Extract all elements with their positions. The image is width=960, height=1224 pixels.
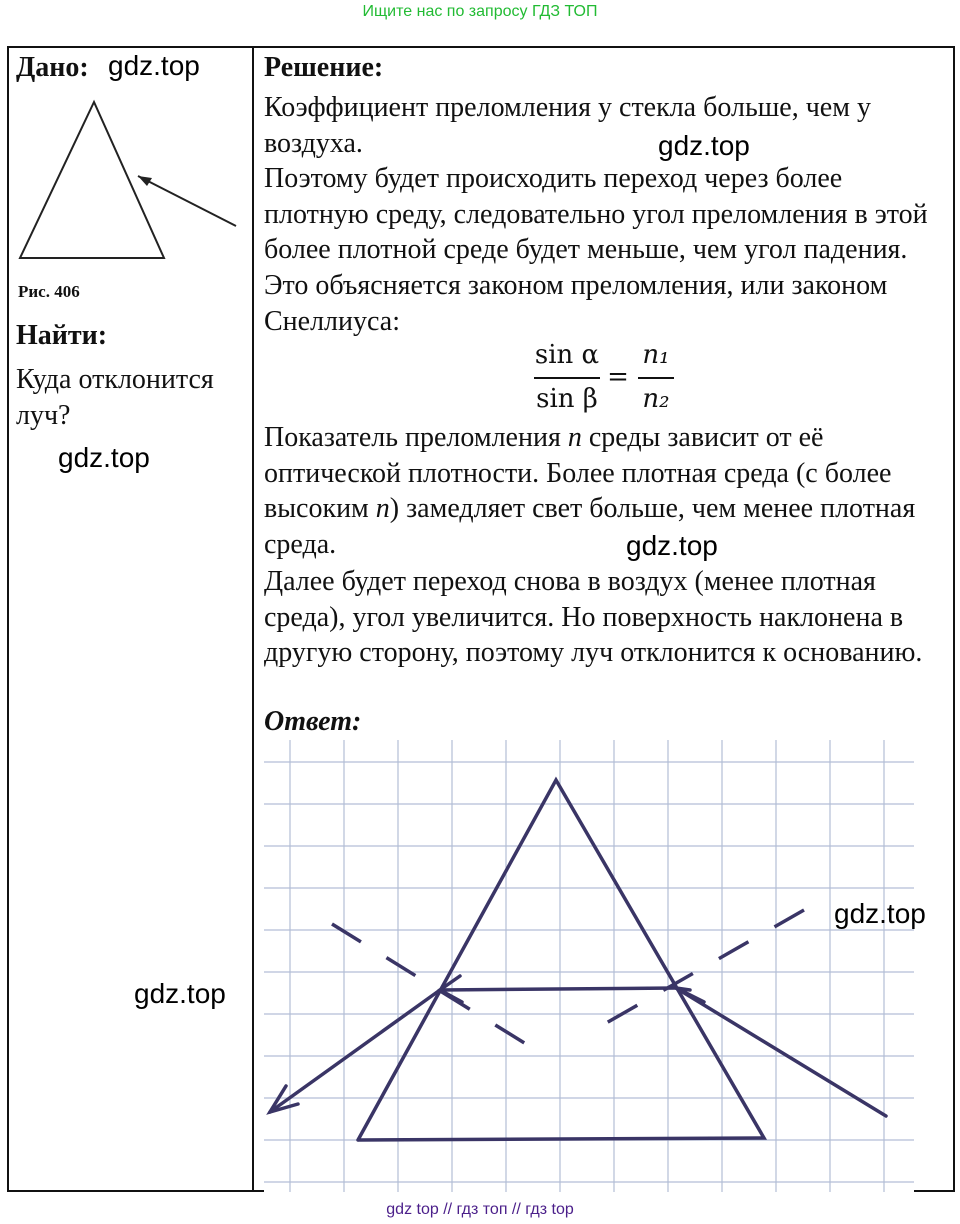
- watermark: gdz.top: [834, 898, 926, 929]
- watermark: gdz.top: [108, 50, 200, 81]
- given-label: Дано:: [16, 52, 89, 83]
- solution-paragraph-2: Поэтому будет происходить переход через более плотную среду, следовательно угол преломления в этой более плотной среде будет меньше, чем угол падения. Это объясняется законом преломления, или законом Снеллиуса:: [264, 163, 928, 337]
- solution-paragraph-1: Коэффициент преломления у стекла больше, чем у воздуха.: [264, 92, 871, 159]
- solution-label: Решение:: [264, 52, 384, 83]
- watermark: gdz.top: [626, 530, 718, 561]
- figure-caption: Рис. 406: [18, 282, 80, 301]
- ray-arrowhead: [138, 176, 152, 186]
- answer-label: Ответ:: [264, 706, 362, 737]
- formula-denominator-left: sin β: [536, 384, 598, 414]
- refracted-ray-inside: [440, 988, 676, 990]
- formula-denominator-right: n₂: [642, 384, 670, 414]
- solution-column: [264, 50, 944, 339]
- incident-ray: [138, 176, 236, 226]
- bottom-banner: [0, 1196, 960, 1224]
- top-banner: [0, 0, 960, 24]
- find-label: Найти:: [16, 320, 108, 351]
- watermark: gdz.top: [134, 978, 226, 1009]
- top-banner-text: Ищите нас по запросу ГДЗ ТОП: [362, 3, 598, 20]
- bottom-banner-text: gdz top // гдз топ // гдз top: [386, 1201, 574, 1218]
- solution-paragraph-3: Показатель преломления n среды зависит от её оптической плотности. Более плотная среда (с более высоким n) замедляет свет больше, чем менее плотная среда.: [264, 422, 916, 560]
- fraction-bar-right: [638, 377, 674, 379]
- watermark: gdz.top: [58, 442, 150, 473]
- question-text: Куда отклонится луч?: [16, 364, 214, 431]
- solution-paragraph-4: Далее будет переход снова в воздух (менее плотная среда), угол увеличится. Но поверхность наклонена в другую сторону, поэтому луч отклонится к основанию.: [264, 566, 923, 669]
- watermark: gdz.top: [658, 130, 750, 161]
- column-divider: [252, 46, 254, 1192]
- fraction-bar-left: [534, 377, 600, 379]
- formula-numerator-right: n₁: [642, 340, 670, 370]
- formula-numerator-left: sin α: [534, 340, 600, 370]
- formula-equals: =: [607, 362, 629, 392]
- answer-figure: [264, 740, 914, 1192]
- snell-formula: [532, 340, 682, 420]
- prism-figure: [14, 96, 244, 266]
